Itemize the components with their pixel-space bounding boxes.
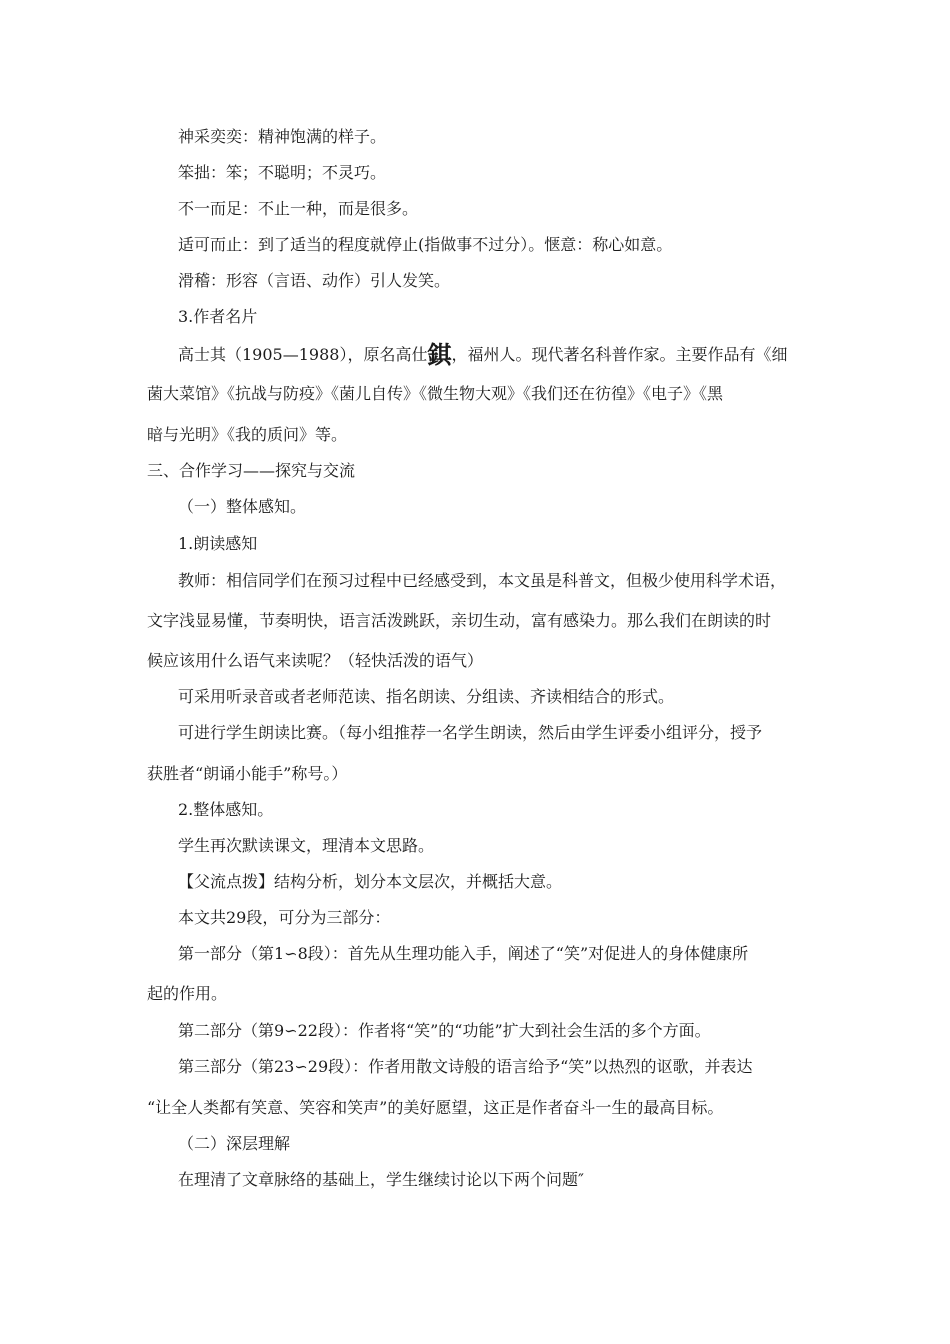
- author-text-pre: 高士其（1905—1988），原名高仕: [178, 345, 428, 364]
- vocab-buyierzu: 不一而足：不止一种，而是很多。: [178, 199, 419, 218]
- vocab-benzhuo: 笨拙：笨；不聪明；不灵巧。: [178, 163, 387, 182]
- silent-reading: 学生再次默读课文，理清本文思路。: [178, 836, 435, 855]
- vocab-shikeerzhi: 适可而止：到了适当的程度就停止(指做事不过分）。惬意：称心如意。: [178, 235, 673, 254]
- vocab-shencai: 神采奕奕：精神饱满的样子。: [178, 127, 387, 146]
- exchange-guidance: 【父流点拨】结构分析，划分本文层次，并概括大意。: [178, 872, 563, 891]
- heading-deep-understanding: （二）深层理解: [178, 1134, 291, 1153]
- author-paragraph-line-1: [178, 340, 838, 369]
- part-two: 第二部分（第9∽22段）：作者将“笑”的“功能”扩大到社会生活的多个方面。: [178, 1021, 711, 1040]
- part-one-line-2: 起的作用。: [147, 984, 228, 1003]
- competition-line-2: 获胜者“朗诵小能手”称号。）: [147, 764, 348, 783]
- author-paragraph-line-2: 菌大菜馆》《抗战与防疫》《菌儿自传》《微生物大观》《我们还在彷徨》《电子》《黑: [147, 384, 724, 403]
- teacher-paragraph-line-1: 教师：相信同学们在预习过程中已经感受到，本文虽是科普文，但极少使用科学术语，: [178, 571, 787, 590]
- reading-methods: 可采用听录音或者老师范读、指名朗读、分组读、齐读相结合的形式。: [178, 687, 675, 706]
- author-name-char: 錤: [427, 340, 452, 369]
- author-paragraph-line-3: 暗与光明》《我的质问》等。: [147, 425, 348, 444]
- discussion-intro: 在理清了文章脉络的基础上，学生继续讨论以下两个问题″: [178, 1170, 584, 1189]
- part-three-line-2: “让全人类都有笑意、笑容和笑声”的美好愿望，这正是作者奋斗一生的最高目标。: [147, 1098, 724, 1117]
- heading-cooperative-learning: 三、合作学习——探究与交流: [147, 461, 356, 480]
- part-one-line-1: 第一部分（第1∽8段）：首先从生理功能入手，阐述了“笑”对促进人的身体健康所: [178, 944, 749, 963]
- teacher-paragraph-line-2: 文字浅显易懂，节奏明快，语言活泼跳跃，亲切生动，富有感染力。那么我们在朗读的时: [147, 611, 772, 630]
- heading-overall-perception-2: 2.整体感知。: [178, 800, 274, 819]
- author-text-post: ，福州人。现代著名科普作家。主要作品有《细: [451, 345, 788, 364]
- heading-overall-perception: （一）整体感知。: [178, 497, 307, 516]
- vocab-huaji: 滑稽：形容（言语、动作）引人发笑。: [178, 271, 451, 290]
- section-author-card: 3.作者名片: [178, 307, 258, 326]
- competition-line-1: 可进行学生朗读比赛。（每小组推荐一名学生朗读，然后由学生评委小组评分，授予: [178, 723, 763, 742]
- paragraph-count: 本文共29段，可分为三部分：: [178, 908, 391, 927]
- heading-reading: 1.朗读感知: [178, 534, 258, 553]
- part-three-line-1: 第三部分（第23∽29段）：作者用散文诗般的语言给予“笑”以热烈的讴歌，并表达: [178, 1057, 753, 1076]
- teacher-paragraph-line-3: 候应该用什么语气来读呢？（轻快活泼的语气）: [147, 651, 484, 670]
